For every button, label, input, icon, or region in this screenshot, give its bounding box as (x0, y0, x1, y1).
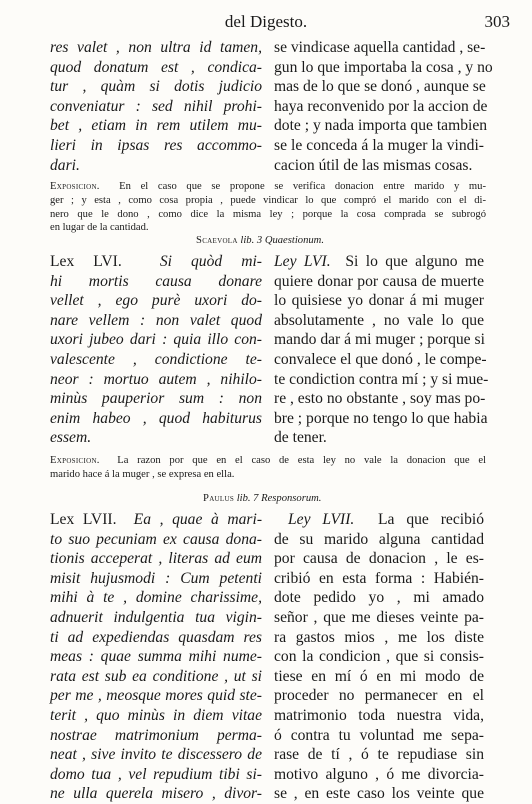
latin-line: neat , sive invito te discessero de (50, 746, 262, 764)
spanish-line: re , esto no obstante , soy mas po- (274, 390, 486, 408)
latin-line: essem. (50, 429, 92, 447)
latin-line: tionis acceperat , literas ad eum (50, 550, 262, 568)
latin-line: dari. (50, 156, 80, 174)
spanish-line: se vindicase aquella cantidad , se- (274, 39, 486, 56)
latin-line: neor : mortuo autem , nihilo- (50, 370, 262, 388)
attribution-1 (196, 235, 324, 246)
latin-line: bet , etiam in rem utilem mu- (50, 117, 262, 135)
spanish-line: Ley LVI. Si lo que alguno me (274, 253, 484, 270)
latin-line: uxori jubeo dari : quia illo con- (50, 331, 262, 349)
latin-column-1 (50, 38, 262, 175)
spanish-line: mando dar á mi muger ; porque si (274, 331, 485, 349)
latin-line: res valet , non ultra id tamen, (50, 39, 262, 56)
spanish-line: ó contra tu voluntad me sepa- (274, 726, 484, 744)
spanish-line: de tener. (274, 429, 327, 447)
spanish-line: se , en este caso los veinte que (274, 785, 484, 803)
spanish-line: se le conceda á la muger la vindi- (274, 136, 484, 154)
spanish-line: mas de lo que se donó , aunque se (274, 78, 486, 96)
spanish-line: cribió en esta forma : Habién- (274, 569, 484, 587)
spanish-line: tiese en mí ó en mi modo de (274, 667, 484, 685)
exposicion-label: Exposicion. (50, 455, 100, 466)
latin-line: conveniatur : sed nihil prohi- (50, 97, 262, 115)
latin-line: nostrae matrimonium perma- (50, 726, 262, 744)
spanish-line: matrimonio toda nuestra vida, (274, 706, 484, 724)
ley-heading: Ley LVII. (288, 511, 355, 528)
attribution-author: Paulus (203, 493, 235, 504)
spanish-line: gun lo que importaba la cosa , y no (274, 58, 493, 76)
latin-line: ne ulla querela misero , divor- (50, 785, 262, 803)
latin-line: terit , quo minùs in diem vitae (50, 706, 262, 724)
latin-column-3 (50, 510, 262, 804)
latin-line: minùs pauperior sum : non (50, 390, 262, 408)
latin-line: lieri in ipsas res accommo- (50, 136, 262, 154)
exposicion-label: Exposicion. (50, 181, 100, 192)
exposicion-line: ger ; y esta , como cosa propia , puede vindicar lo que compró el marido con el di- (50, 194, 486, 206)
exposicion-line: nero que le dono , como dice la misma ley ; porque la cosa comprada se subrogó (50, 208, 486, 220)
attribution-source: lib. 3 Quaestionum. (240, 235, 324, 246)
spanish-line: dote pedido yo , mi amado (274, 589, 484, 607)
exposicion-1 (50, 180, 486, 235)
spanish-line: bre ; porque no tengo lo que habia (274, 409, 488, 427)
latin-line: nare vellem : non valet quod (50, 311, 262, 329)
latin-line: adnuerit indulgentia tua vigin- (50, 608, 262, 626)
spanish-column-1 (274, 38, 493, 175)
spanish-line: dote ; y nada importa que tambien (274, 117, 488, 135)
latin-line: hi mortis causa donare (50, 272, 262, 290)
latin-line: vellet , ego purè uxori do- (50, 292, 262, 310)
attribution-source: lib. 7 Responsorum. (236, 493, 322, 504)
lex-heading: Lex LVI. (50, 253, 122, 270)
exposicion-2 (50, 454, 486, 482)
spanish-line: ra gastos mios , me los diste (274, 628, 484, 646)
spanish-line: Ley LVII. La que recibió (288, 511, 484, 528)
latin-line: enim habeo , quod habiturus (50, 409, 262, 427)
latin-line: quod donatum est , condica- (50, 58, 262, 76)
latin-line: per me , meosque mores quid ste- (50, 687, 262, 705)
spanish-line: rase de tí , ó te repudiase sin (274, 746, 484, 764)
spanish-column-2 (274, 252, 489, 448)
latin-line: domo tua , vel repudium tibi si- (50, 765, 262, 783)
exposicion-line: Exposicion. La razon por que en el caso de esta ley no vale la donacion que el (50, 455, 486, 466)
latin-line: ti ad expediendas quasdam res (50, 628, 262, 646)
spanish-line: te condiction contra mí ; y si mue- (274, 370, 489, 388)
page-number: 303 (484, 12, 510, 31)
page-header (0, 8, 532, 34)
spanish-line: absolutamente , no vale lo que (274, 311, 484, 329)
spanish-column-3 (274, 510, 484, 804)
spanish-line: lo quisiese yo donar á mi muger (274, 292, 484, 310)
spanish-line: cacion útil de las mismas cosas. (274, 156, 473, 174)
spanish-line: haya reconvenido por la accion de (274, 97, 488, 115)
latin-line: rata est sub ea conditione , ut si (50, 667, 262, 685)
spanish-line: con la condicion , que si consis- (274, 648, 484, 666)
attribution-author: Scaevola (196, 235, 238, 246)
latin-line: meas : quae summa mihi nume- (50, 648, 262, 666)
exposicion-line: Exposicion. En el caso que se propone se verifica donacion entre marido y mu- (50, 181, 486, 192)
attribution-2 (203, 493, 321, 504)
latin-line: mihi à te , domine charissime, (50, 589, 262, 607)
running-head: del Digesto. (224, 12, 308, 31)
latin-line: misit hujusmodi : Cum petenti (50, 569, 262, 587)
latin-line: Lex LVII. Ea , quae à mari- (50, 511, 263, 528)
spanish-line: de su marido alguna cantidad (274, 530, 484, 548)
spanish-line: por causa de donacion , le es- (274, 550, 484, 568)
lex-heading: Lex LVII. (50, 511, 117, 528)
latin-line: to suo pecuniam ex causa dona- (50, 530, 262, 548)
spanish-line: quiere donar por causa de muerte (274, 272, 484, 290)
latin-column-2 (50, 252, 262, 448)
ley-heading: Ley LVI. (274, 253, 331, 270)
spanish-line: motivo alguno , ó me divorcia- (274, 765, 484, 783)
spanish-line: proceder no permanecer en el (274, 687, 484, 705)
latin-line: valescente , condictione te- (50, 350, 262, 368)
exposicion-line: marido hace á la muger , se expresa en ella. (50, 468, 235, 480)
spanish-line: convalece el que donó , le compe- (274, 350, 487, 368)
spanish-line: señor , que me dieses veinte pa- (274, 608, 484, 626)
latin-line: tur , quàm si dotis judicio (50, 78, 262, 96)
exposicion-line: en lugar de la cantidad. (50, 222, 149, 234)
latin-line: Lex LVI. Si quòd mi- (50, 253, 262, 270)
